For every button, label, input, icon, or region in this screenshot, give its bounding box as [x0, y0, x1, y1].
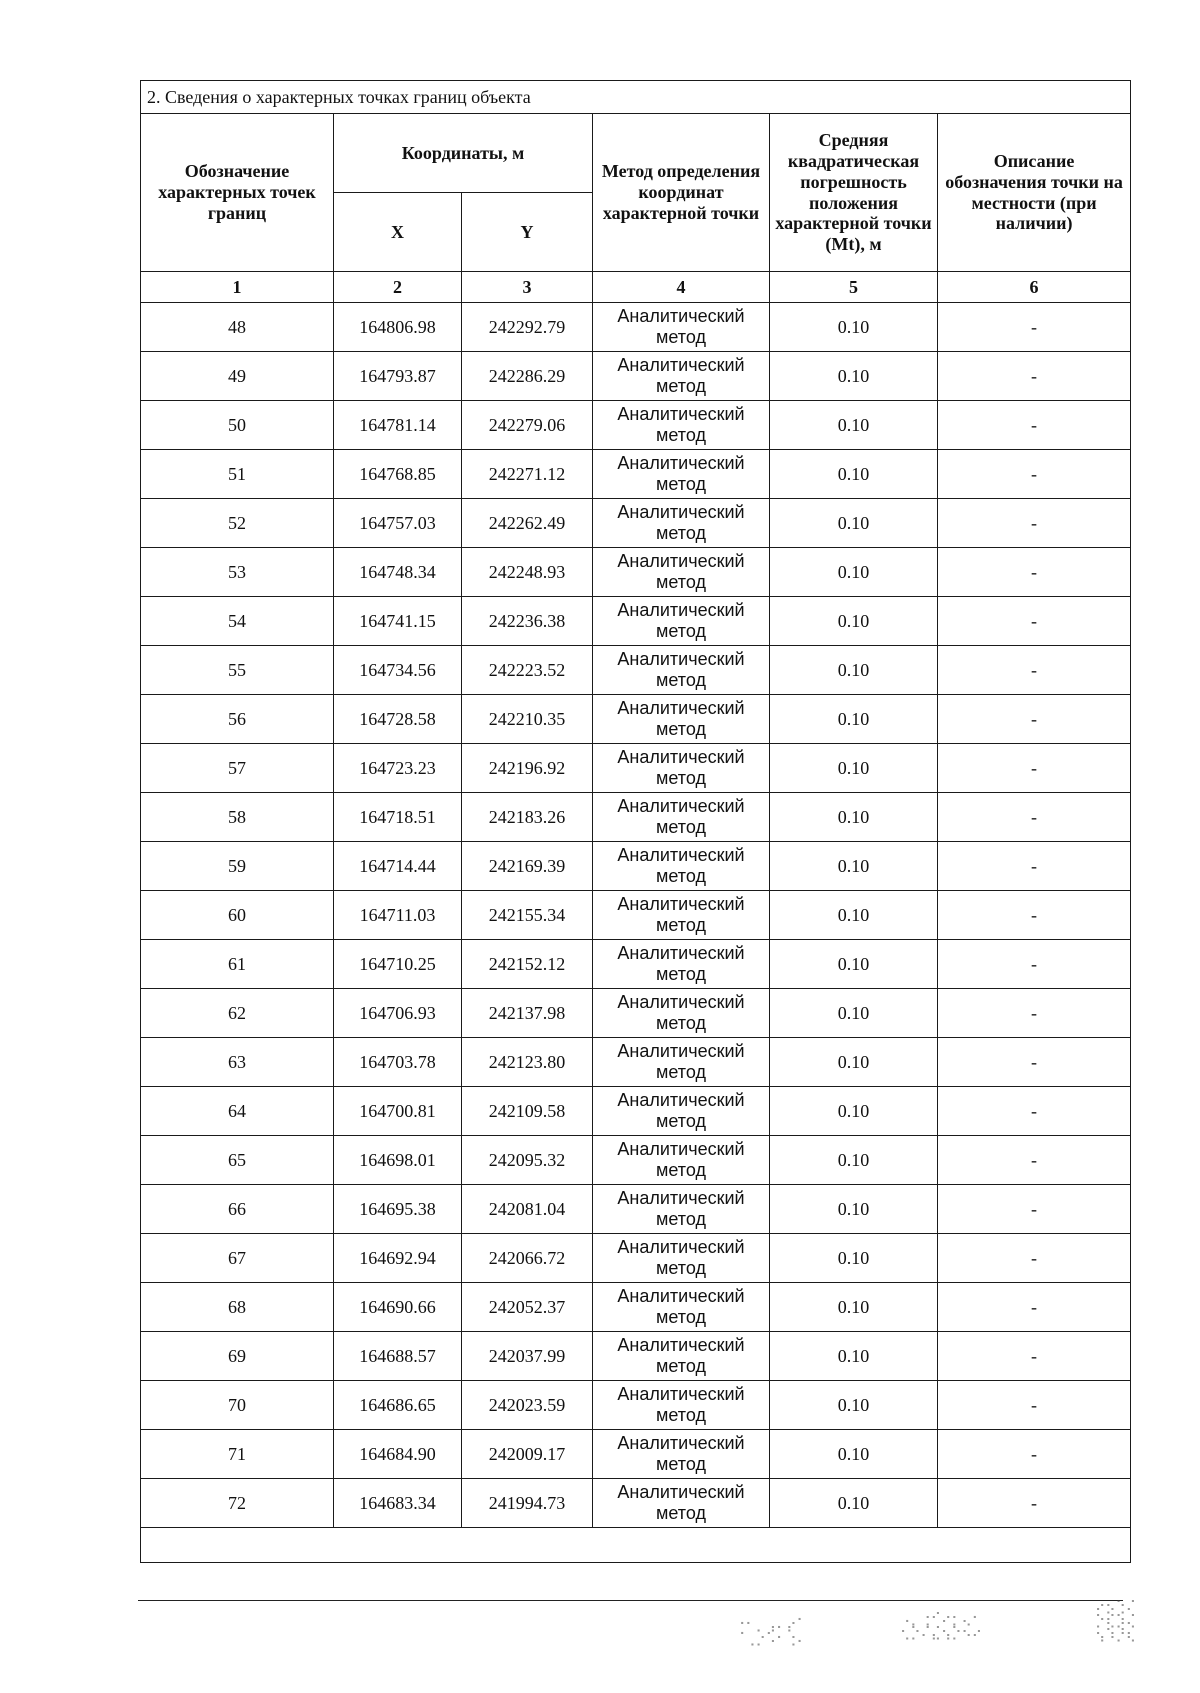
description-cell: -: [938, 401, 1131, 450]
y-coordinate-cell: 242037.99: [462, 1332, 593, 1381]
method-cell: Аналитический метод: [593, 1479, 770, 1528]
header-point: Обозначение характерных точек границ: [141, 114, 334, 272]
error-cell: 0.10: [770, 940, 938, 989]
header-error: Средняя квадратическая погрешность положения характерной точки (Mt), м: [770, 114, 938, 272]
y-coordinate-cell: 242248.93: [462, 548, 593, 597]
x-coordinate-cell: 164710.25: [334, 940, 462, 989]
column-number-row: [141, 272, 1131, 303]
error-cell: 0.10: [770, 695, 938, 744]
y-coordinate-cell: 242009.17: [462, 1430, 593, 1479]
point-cell: 53: [141, 548, 334, 597]
method-cell: Аналитический метод: [593, 744, 770, 793]
section-title-row: [141, 81, 1131, 114]
table-row: [141, 597, 1131, 646]
error-cell: 0.10: [770, 744, 938, 793]
x-coordinate-cell: 164692.94: [334, 1234, 462, 1283]
table-row: [141, 1283, 1131, 1332]
description-cell: -: [938, 793, 1131, 842]
x-coordinate-cell: 164741.15: [334, 597, 462, 646]
description-cell: -: [938, 891, 1131, 940]
error-cell: 0.10: [770, 352, 938, 401]
x-coordinate-cell: 164711.03: [334, 891, 462, 940]
y-coordinate-cell: 241994.73: [462, 1479, 593, 1528]
method-cell: Аналитический метод: [593, 499, 770, 548]
header-row-top: [141, 114, 1131, 193]
error-cell: 0.10: [770, 842, 938, 891]
table-row: [141, 793, 1131, 842]
error-cell: 0.10: [770, 1283, 938, 1332]
description-cell: -: [938, 940, 1131, 989]
y-coordinate-cell: 242123.80: [462, 1038, 593, 1087]
method-cell: Аналитический метод: [593, 1136, 770, 1185]
point-cell: 51: [141, 450, 334, 499]
x-coordinate-cell: 164768.85: [334, 450, 462, 499]
description-cell: -: [938, 1136, 1131, 1185]
error-cell: 0.10: [770, 793, 938, 842]
point-cell: 61: [141, 940, 334, 989]
x-coordinate-cell: 164757.03: [334, 499, 462, 548]
x-coordinate-cell: 164683.34: [334, 1479, 462, 1528]
y-coordinate-cell: 242262.49: [462, 499, 593, 548]
error-cell: 0.10: [770, 646, 938, 695]
method-cell: Аналитический метод: [593, 1283, 770, 1332]
y-coordinate-cell: 242271.12: [462, 450, 593, 499]
table-row: [141, 1234, 1131, 1283]
y-coordinate-cell: 242109.58: [462, 1087, 593, 1136]
column-number: 4: [593, 272, 770, 303]
description-cell: -: [938, 695, 1131, 744]
method-cell: Аналитический метод: [593, 548, 770, 597]
column-number: 1: [141, 272, 334, 303]
description-cell: -: [938, 1087, 1131, 1136]
description-cell: -: [938, 548, 1131, 597]
error-cell: 0.10: [770, 1087, 938, 1136]
method-cell: Аналитический метод: [593, 695, 770, 744]
method-cell: Аналитический метод: [593, 401, 770, 450]
error-cell: 0.10: [770, 1479, 938, 1528]
table-row: [141, 842, 1131, 891]
point-cell: 71: [141, 1430, 334, 1479]
point-cell: 59: [141, 842, 334, 891]
table-row: [141, 450, 1131, 499]
y-coordinate-cell: 242081.04: [462, 1185, 593, 1234]
method-cell: Аналитический метод: [593, 1087, 770, 1136]
point-cell: 60: [141, 891, 334, 940]
y-coordinate-cell: 242292.79: [462, 303, 593, 352]
table-row: [141, 1381, 1131, 1430]
table-row: [141, 695, 1131, 744]
table-row: [141, 989, 1131, 1038]
table-row: [141, 744, 1131, 793]
error-cell: 0.10: [770, 597, 938, 646]
description-cell: -: [938, 1234, 1131, 1283]
description-cell: -: [938, 1038, 1131, 1087]
error-cell: 0.10: [770, 303, 938, 352]
point-cell: 72: [141, 1479, 334, 1528]
table-row: [141, 1430, 1131, 1479]
table-row: [141, 1087, 1131, 1136]
description-cell: -: [938, 597, 1131, 646]
y-coordinate-cell: 242023.59: [462, 1381, 593, 1430]
table-row: [141, 1332, 1131, 1381]
x-coordinate-cell: 164728.58: [334, 695, 462, 744]
method-cell: Аналитический метод: [593, 352, 770, 401]
y-coordinate-cell: 242223.52: [462, 646, 593, 695]
error-cell: 0.10: [770, 1136, 938, 1185]
y-coordinate-cell: 242066.72: [462, 1234, 593, 1283]
error-cell: 0.10: [770, 401, 938, 450]
y-coordinate-cell: 242095.32: [462, 1136, 593, 1185]
description-cell: -: [938, 989, 1131, 1038]
method-cell: Аналитический метод: [593, 303, 770, 352]
x-coordinate-cell: 164793.87: [334, 352, 462, 401]
point-cell: 54: [141, 597, 334, 646]
scan-noise: ⠠⡀⢐⠊⠔⡂⢄⠂ ⢂⡑⠌⣌⢢⡑⠢⠔: [900, 1611, 983, 1641]
method-cell: Аналитический метод: [593, 1332, 770, 1381]
y-coordinate-cell: 242286.29: [462, 352, 593, 401]
error-cell: 0.10: [770, 548, 938, 597]
header-description: Описание обозначения точки на местности (при наличии): [938, 114, 1131, 272]
table-row: [141, 891, 1131, 940]
point-cell: 62: [141, 989, 334, 1038]
x-coordinate-cell: 164718.51: [334, 793, 462, 842]
x-coordinate-cell: 164806.98: [334, 303, 462, 352]
point-cell: 55: [141, 646, 334, 695]
description-cell: -: [938, 352, 1131, 401]
scan-noise: ⠔⡢⢑⠌ ⡑⢎⡱⢌ ⢢⠱⡘⢆: [1095, 1599, 1137, 1643]
method-cell: Аналитический метод: [593, 1381, 770, 1430]
x-coordinate-cell: 164734.56: [334, 646, 462, 695]
table-row: [141, 499, 1131, 548]
section-title: 2. Сведения о характерных точках границ объекта: [141, 81, 1131, 114]
method-cell: Аналитический метод: [593, 891, 770, 940]
point-cell: 65: [141, 1136, 334, 1185]
table-row: [141, 940, 1131, 989]
table-row: [141, 1136, 1131, 1185]
description-cell: -: [938, 1185, 1131, 1234]
y-coordinate-cell: 242152.12: [462, 940, 593, 989]
method-cell: Аналитический метод: [593, 793, 770, 842]
error-cell: 0.10: [770, 1332, 938, 1381]
error-cell: 0.10: [770, 1038, 938, 1087]
description-cell: -: [938, 303, 1131, 352]
table-row: [141, 303, 1131, 352]
error-cell: 0.10: [770, 450, 938, 499]
table-row: [141, 646, 1131, 695]
table-row: [141, 352, 1131, 401]
point-cell: 50: [141, 401, 334, 450]
method-cell: Аналитический метод: [593, 597, 770, 646]
y-coordinate-cell: 242052.37: [462, 1283, 593, 1332]
x-coordinate-cell: 164703.78: [334, 1038, 462, 1087]
method-cell: Аналитический метод: [593, 450, 770, 499]
description-cell: -: [938, 1283, 1131, 1332]
header-method: Метод определения координат характерной точки: [593, 114, 770, 272]
description-cell: -: [938, 1381, 1131, 1430]
description-cell: -: [938, 1430, 1131, 1479]
description-cell: -: [938, 1332, 1131, 1381]
header-x: X: [334, 193, 462, 272]
point-cell: 49: [141, 352, 334, 401]
x-coordinate-cell: 164781.14: [334, 401, 462, 450]
description-cell: -: [938, 499, 1131, 548]
column-number: 3: [462, 272, 593, 303]
header-y: Y: [462, 193, 593, 272]
x-coordinate-cell: 164695.38: [334, 1185, 462, 1234]
description-cell: -: [938, 646, 1131, 695]
point-cell: 57: [141, 744, 334, 793]
method-cell: Аналитический метод: [593, 842, 770, 891]
point-cell: 58: [141, 793, 334, 842]
empty-cell: [141, 1528, 1131, 1563]
point-cell: 67: [141, 1234, 334, 1283]
point-cell: 68: [141, 1283, 334, 1332]
error-cell: 0.10: [770, 1234, 938, 1283]
y-coordinate-cell: 242183.26: [462, 793, 593, 842]
x-coordinate-cell: 164706.93: [334, 989, 462, 1038]
table-row: [141, 1479, 1131, 1528]
description-cell: -: [938, 744, 1131, 793]
column-number: 2: [334, 272, 462, 303]
method-cell: Аналитический метод: [593, 989, 770, 1038]
header-coordinates: Координаты, м: [334, 114, 593, 193]
point-cell: 56: [141, 695, 334, 744]
x-coordinate-cell: 164686.65: [334, 1381, 462, 1430]
y-coordinate-cell: 242137.98: [462, 989, 593, 1038]
y-coordinate-cell: 242279.06: [462, 401, 593, 450]
point-cell: 70: [141, 1381, 334, 1430]
x-coordinate-cell: 164698.01: [334, 1136, 462, 1185]
method-cell: Аналитический метод: [593, 1038, 770, 1087]
description-cell: -: [938, 450, 1131, 499]
column-number: 5: [770, 272, 938, 303]
method-cell: Аналитический метод: [593, 940, 770, 989]
point-cell: 48: [141, 303, 334, 352]
empty-row: [141, 1528, 1131, 1563]
page-bottom-rule: [138, 1600, 1123, 1601]
method-cell: Аналитический метод: [593, 1430, 770, 1479]
point-cell: 63: [141, 1038, 334, 1087]
error-cell: 0.10: [770, 1185, 938, 1234]
error-cell: 0.10: [770, 989, 938, 1038]
y-coordinate-cell: 242236.38: [462, 597, 593, 646]
x-coordinate-cell: 164684.90: [334, 1430, 462, 1479]
method-cell: Аналитический метод: [593, 1234, 770, 1283]
error-cell: 0.10: [770, 499, 938, 548]
method-cell: Аналитический метод: [593, 1185, 770, 1234]
y-coordinate-cell: 242169.39: [462, 842, 593, 891]
x-coordinate-cell: 164748.34: [334, 548, 462, 597]
table-row: [141, 1185, 1131, 1234]
point-cell: 69: [141, 1332, 334, 1381]
method-cell: Аналитический метод: [593, 646, 770, 695]
point-cell: 66: [141, 1185, 334, 1234]
error-cell: 0.10: [770, 1430, 938, 1479]
x-coordinate-cell: 164723.23: [334, 744, 462, 793]
y-coordinate-cell: 242196.92: [462, 744, 593, 793]
x-coordinate-cell: 164714.44: [334, 842, 462, 891]
point-cell: 64: [141, 1087, 334, 1136]
scan-noise: ⠐⠂⡀⢠⠄⡔⠁ ⠈⢀⡐⠡⠂⢐⠄: [735, 1617, 807, 1647]
table-row: [141, 548, 1131, 597]
error-cell: 0.10: [770, 1381, 938, 1430]
description-cell: -: [938, 1479, 1131, 1528]
description-cell: -: [938, 842, 1131, 891]
boundary-points-table: [140, 80, 1131, 1563]
x-coordinate-cell: 164688.57: [334, 1332, 462, 1381]
error-cell: 0.10: [770, 891, 938, 940]
point-cell: 52: [141, 499, 334, 548]
column-number: 6: [938, 272, 1131, 303]
x-coordinate-cell: 164690.66: [334, 1283, 462, 1332]
y-coordinate-cell: 242155.34: [462, 891, 593, 940]
table-row: [141, 401, 1131, 450]
x-coordinate-cell: 164700.81: [334, 1087, 462, 1136]
table-row: [141, 1038, 1131, 1087]
y-coordinate-cell: 242210.35: [462, 695, 593, 744]
